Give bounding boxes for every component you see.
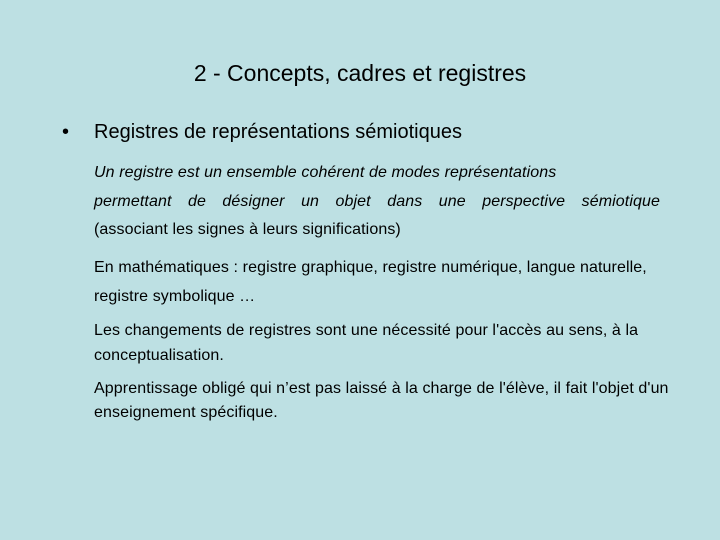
slide-title: 2 - Concepts, cadres et registres [193, 60, 527, 86]
bullet-text: Registres de représentations sémiotiques [94, 121, 462, 143]
learning-paragraph: Apprentissage obligé qui n’est pas laissé à la charge de l'élève, il fait l'objet d'un enseignement spécifique. [94, 380, 669, 421]
definition-line-1: Un registre est un ensemble cohérent de modes représentations [94, 164, 557, 181]
examples-paragraph: En mathématiques : registre graphique, registre numérique, langue naturelle, registre symbolique … [94, 259, 647, 305]
bullet-marker: • [62, 121, 70, 143]
definition-paragraph [94, 159, 674, 245]
bullet-heading [62, 118, 682, 146]
changes-paragraph: Les changements de registres sont une nécessité pour l'accès au sens, à la conceptualisation. [94, 322, 639, 364]
definition-line-3: (associant les signes à leurs significations) [94, 221, 401, 238]
definition-line-2: permettant de désigner un objet dans une perspective sémiotique [94, 192, 660, 210]
